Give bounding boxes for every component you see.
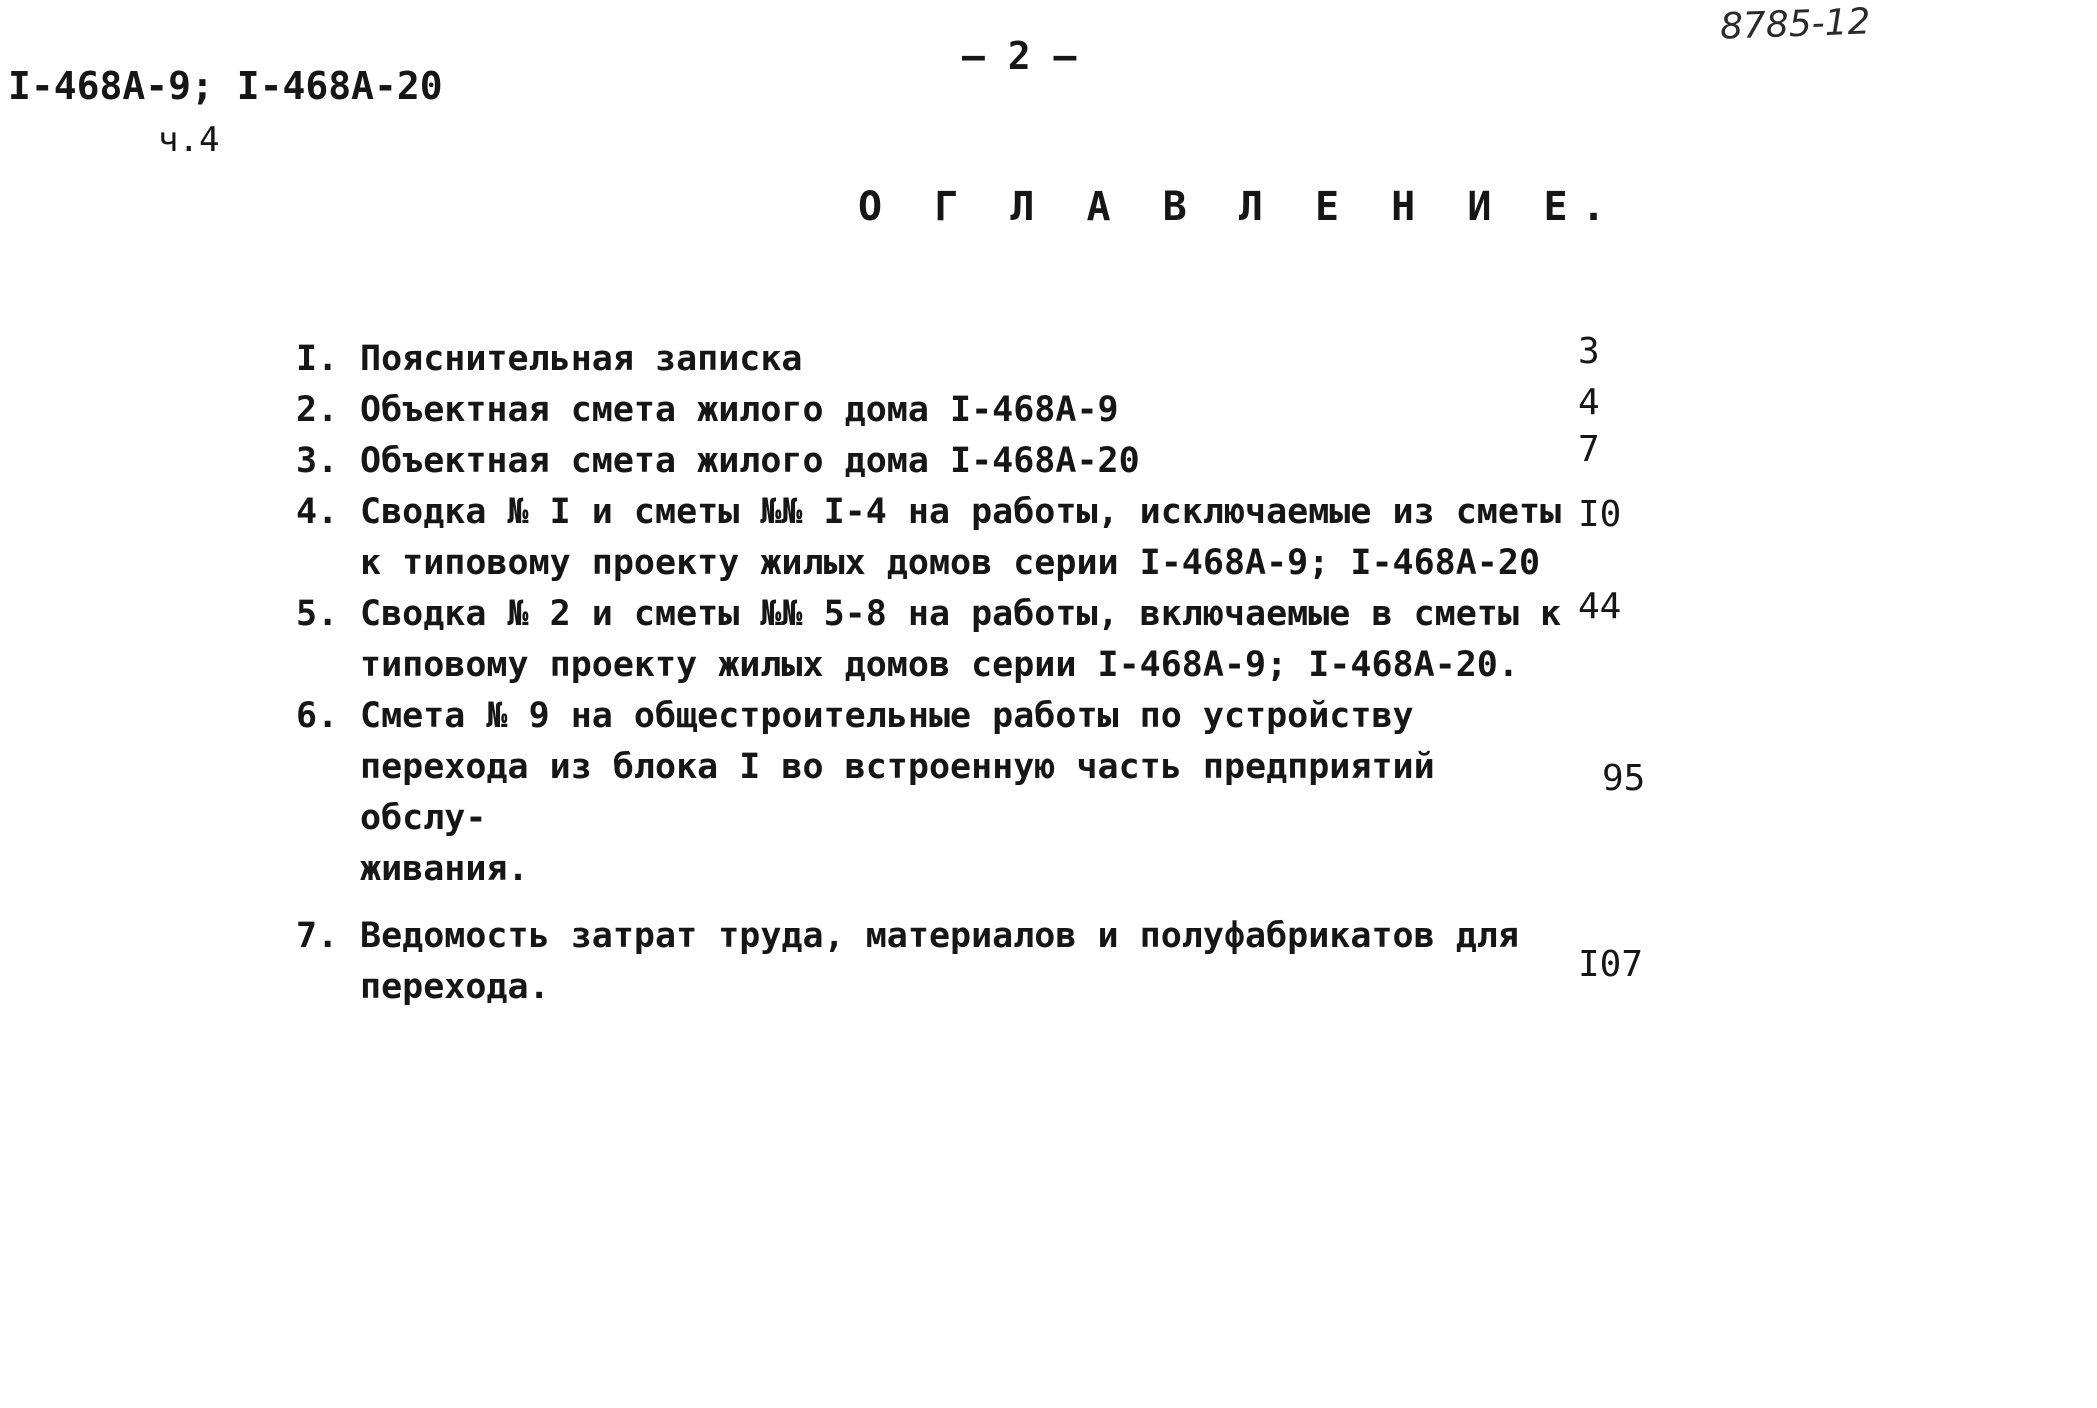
- toc-item-number: 3.: [296, 441, 339, 481]
- toc-item-page: 3: [1578, 331, 1600, 372]
- toc-item-page: 95: [1602, 758, 1646, 799]
- toc-item-text: Объектная смета жилого дома I-468A-9: [360, 390, 1119, 430]
- document-part: ч.4: [158, 120, 220, 160]
- toc-item-page: 4: [1578, 382, 1600, 423]
- toc-item-number: 4.: [296, 492, 339, 532]
- toc-item-page: 7: [1578, 429, 1600, 470]
- archive-number: 8785-12: [1719, 1, 1872, 48]
- toc-item-text: Смета № 9 на общестроительные работы по устройству перехода из блока I во встроенную часть предприятий обслу- живания.: [360, 696, 1435, 889]
- table-of-contents: [296, 331, 1696, 1013]
- toc-item-number: 5.: [296, 594, 339, 634]
- toc-title: О Г Л А В Л Е Н И Е.: [858, 184, 1620, 230]
- toc-item: [296, 586, 1696, 691]
- toc-item-page: 44: [1578, 586, 1622, 627]
- toc-item: [296, 429, 1696, 487]
- toc-item: [296, 382, 1696, 436]
- toc-item-page: I07: [1578, 944, 1644, 985]
- toc-item-number: I.: [296, 339, 339, 379]
- toc-item-number: 7.: [296, 916, 339, 956]
- spacer: [296, 895, 1696, 911]
- toc-item-text: Ведомость затрат труда, материалов и полуфабрикатов для перехода.: [360, 916, 1519, 1007]
- toc-item-text: Объектная смета жилого дома I-468A-20: [360, 441, 1140, 481]
- toc-item-number: 6.: [296, 696, 339, 736]
- toc-item: [296, 911, 1696, 1013]
- toc-item-number: 2.: [296, 390, 339, 430]
- toc-item-page: I0: [1578, 494, 1622, 535]
- toc-item: [296, 331, 1696, 385]
- toc-item-text: Сводка № I и сметы №№ I-4 на работы, исключаемые из сметы к типовому проекту жилых домов серии I-468A-9; I-468A-20: [360, 492, 1562, 583]
- page-number: – 2 –: [962, 34, 1077, 78]
- toc-item: [296, 487, 1696, 589]
- toc-item-text: Сводка № 2 и сметы №№ 5-8 на работы, включаемые в сметы к типовому проекту жилых домов серии I-468A-9; I-468A-20.: [360, 594, 1562, 685]
- toc-item-text: Пояснительная записка: [360, 339, 803, 379]
- document-code: I-468A-9; I-468A-20: [8, 64, 443, 108]
- toc-item: [296, 691, 1696, 895]
